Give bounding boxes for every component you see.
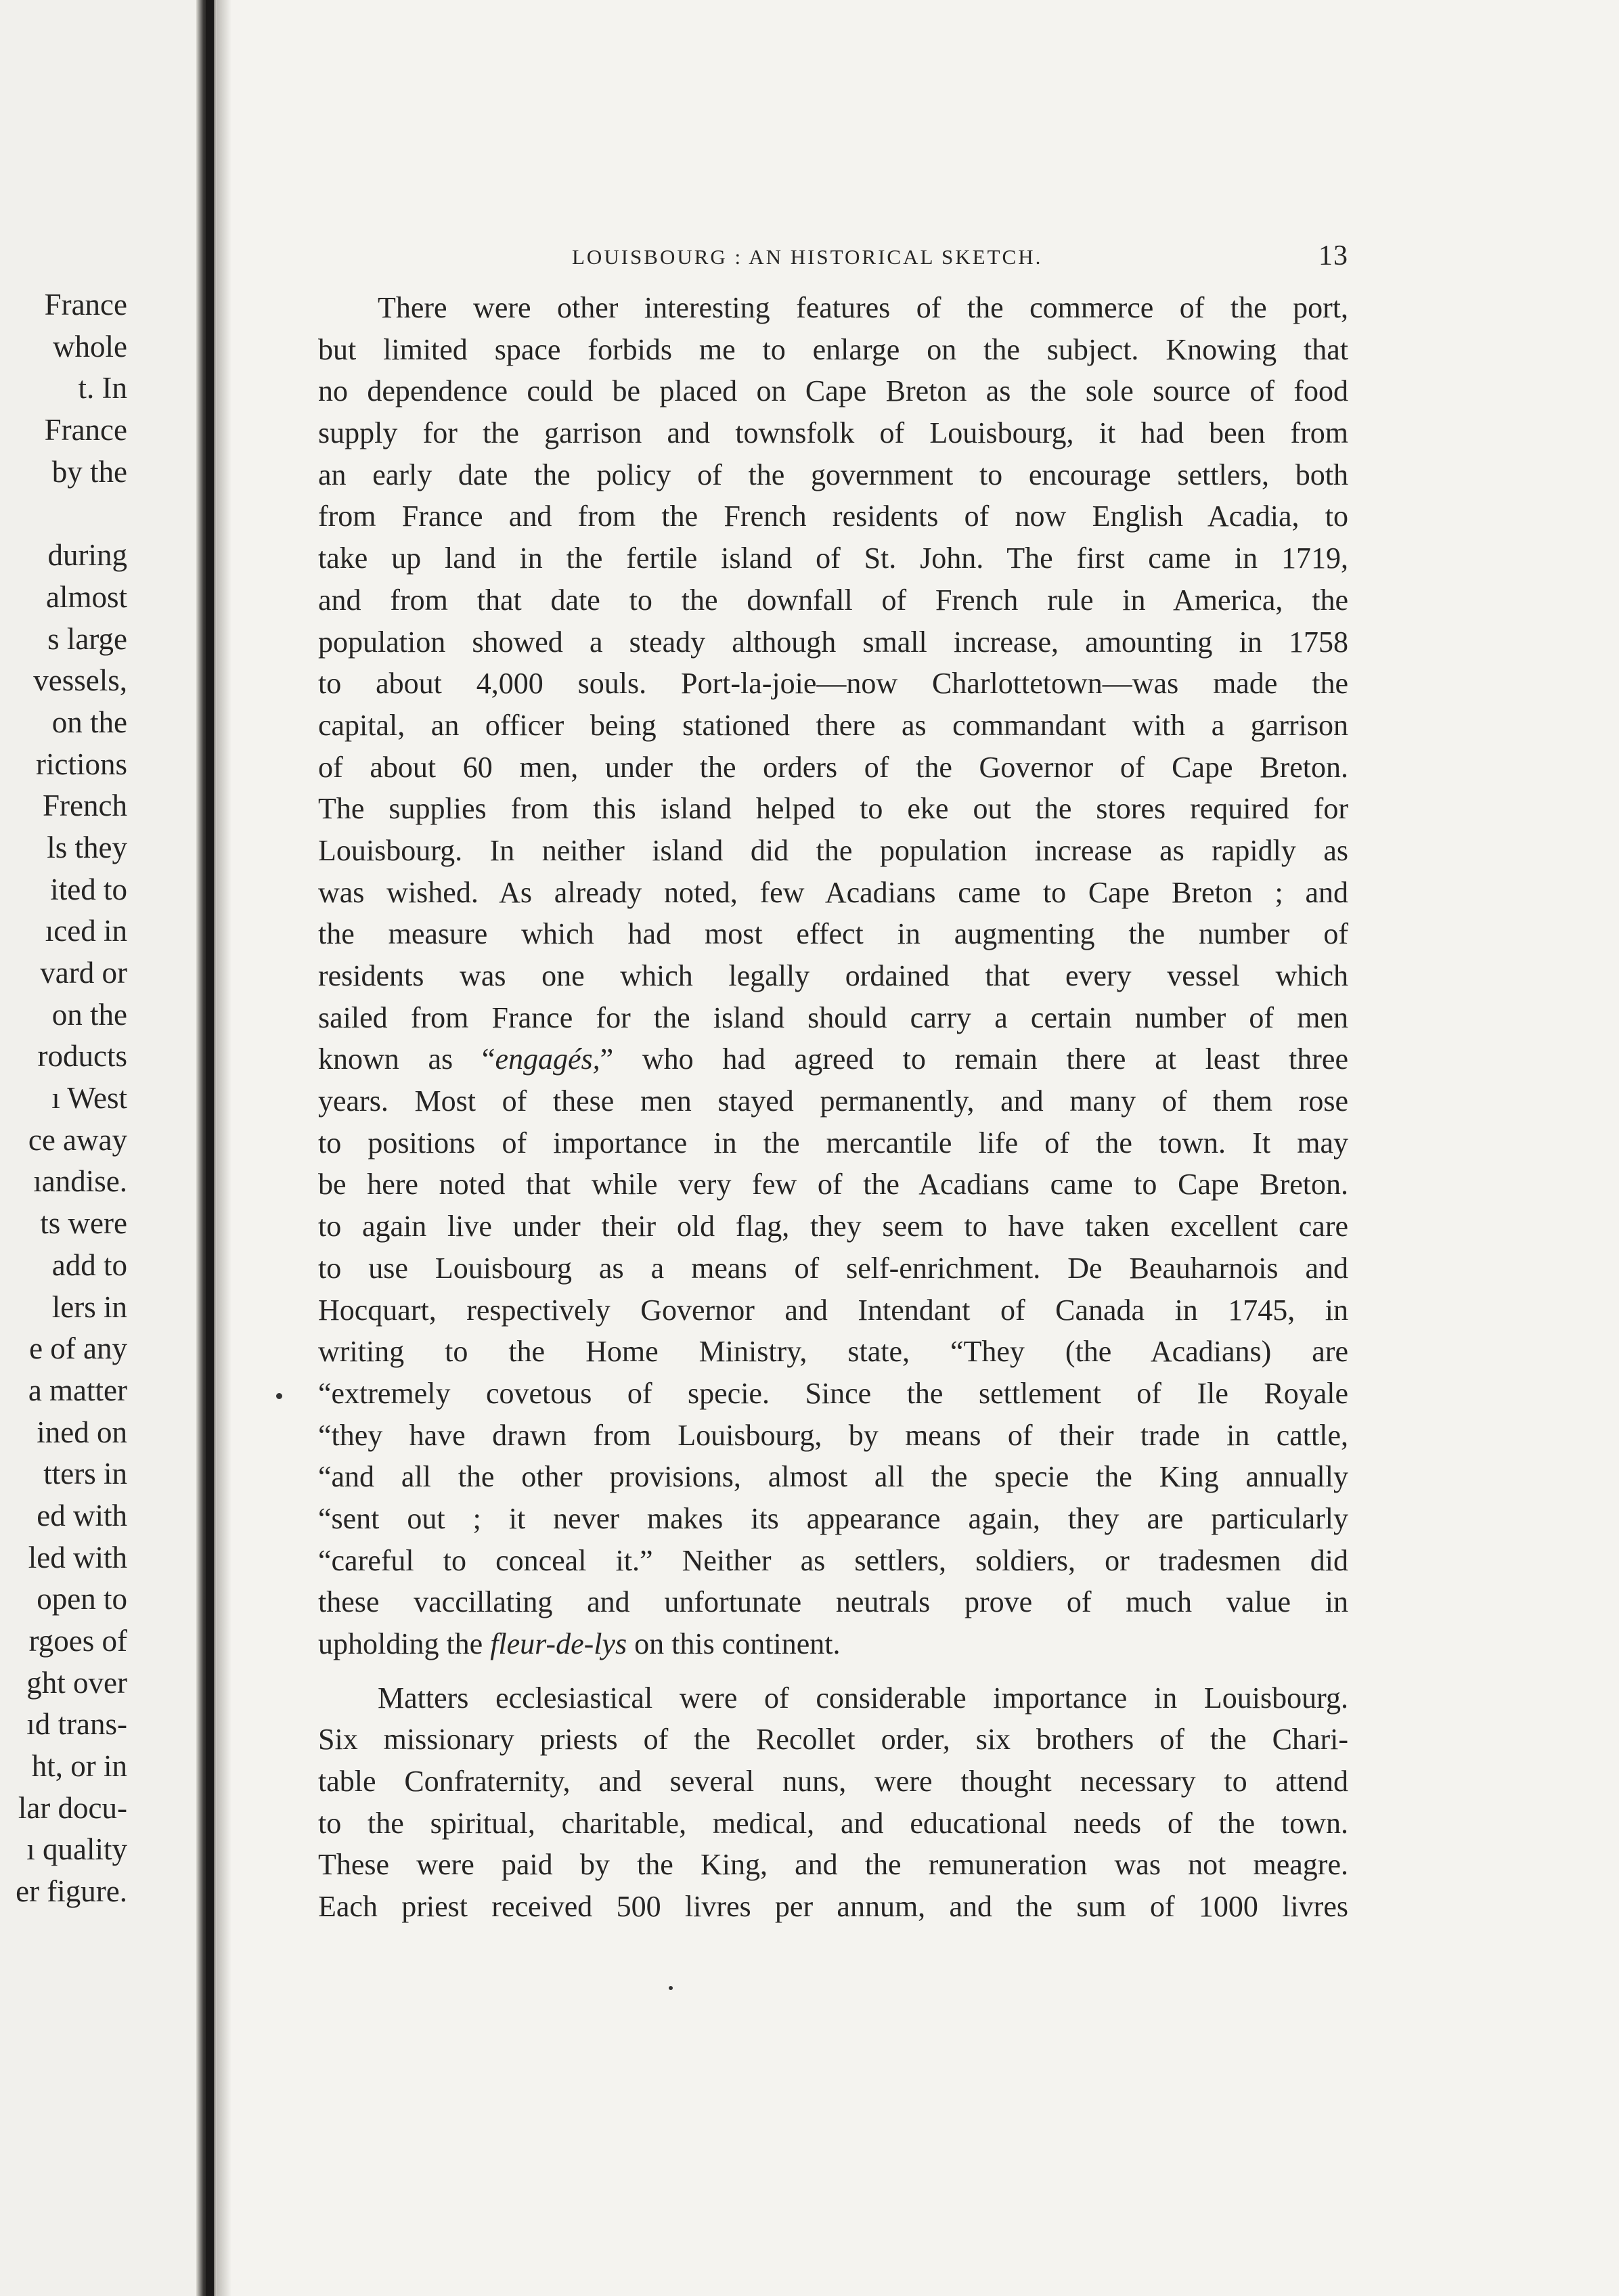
text-line: Each priest received 500 livres per annum, and the sum of 1000 livres — [318, 1890, 1348, 1924]
left-page-line: France — [44, 413, 127, 447]
text-line: no dependence could be placed on Cape Breton as the sole source of food — [318, 374, 1348, 408]
left-page-line: ıced in — [45, 914, 127, 948]
text-line: “extremely covetous of specie. Since the settlement of Ile Royale — [318, 1376, 1348, 1410]
text-line: There were other interesting features of the commerce of the port, — [378, 291, 1348, 324]
left-page-text-column — [0, 284, 127, 1913]
text-line: to about 4,000 souls. Port-la-joie—now Charlottetown—was made the — [318, 667, 1348, 701]
left-page-line: ls they — [47, 830, 127, 864]
left-page-line: French — [43, 789, 127, 823]
paragraph-ecclesiastical — [318, 1677, 1348, 1928]
text-line: from France and from the French residents of now English Acadia, to — [318, 500, 1348, 533]
text-segment: ” who had agreed to remain there at least three — [600, 1042, 1348, 1076]
left-page-line: ce away — [28, 1122, 127, 1157]
left-page-line: by the — [51, 454, 127, 489]
left-page-line: s large — [47, 621, 127, 656]
left-page-line: ı West — [51, 1081, 127, 1116]
text-line: Hocquart, respectively Governor and Intendant of Canada in 1745, in — [318, 1293, 1348, 1327]
text-line: Six missionary priests of the Recollet order, six brothers of the Chari- — [318, 1723, 1348, 1757]
text-line: writing to the Home Ministry, state, “They (the Acadians) are — [318, 1335, 1348, 1369]
left-facing-page — [0, 0, 203, 2296]
text-line: These were paid by the King, and the remuneration was not meagre. — [318, 1848, 1348, 1882]
text-line: sailed from France for the island should carry a certain number of men — [318, 1000, 1348, 1034]
text-line: years. Most of these men stayed permanently, and many of them rose — [318, 1084, 1348, 1118]
text-line: “careful to conceal it.” Neither as settlers, soldiers, or tradesmen did — [318, 1543, 1348, 1577]
left-page-line: ined on — [37, 1415, 127, 1449]
text-line: but limited space forbids me to enlarge on the subject. Knowing that — [318, 332, 1348, 366]
text-line: “they have drawn from Louisbourg, by means of their trade in cattle, — [318, 1418, 1348, 1452]
left-page-line: France — [44, 288, 127, 322]
text-line: “and all the other provisions, almost all the specie the King annually — [318, 1460, 1348, 1494]
left-page-line: led with — [28, 1540, 127, 1574]
left-page-line: rgoes of — [28, 1624, 127, 1658]
left-page-line: vessels, — [33, 663, 127, 698]
book-spine — [206, 0, 214, 2296]
text-line: capital, an officer being stationed there as commandant with a garrison — [318, 708, 1348, 742]
left-page-line: almost — [46, 579, 127, 614]
left-page-line: ı quality — [26, 1832, 127, 1867]
left-page-line: ited to — [50, 872, 127, 906]
left-page-line: ed with — [37, 1498, 127, 1532]
text-line: “sent out ; it never makes its appearance again, they are particularly — [318, 1501, 1348, 1535]
text-line: and from that date to the downfall of French rule in America, the — [318, 583, 1348, 617]
left-page-line: ht, or in — [31, 1749, 127, 1784]
left-page-line: ts were — [40, 1206, 127, 1241]
page-number: 13 — [1318, 240, 1348, 271]
left-page-line: t. In — [78, 371, 127, 405]
text-line: to again live under their old flag, they seem to have taken excellent care — [318, 1210, 1348, 1243]
text-line: to the spiritual, charitable, medical, and educational needs of the town. — [318, 1806, 1348, 1840]
text-line: to positions of importance in the mercantile life of the town. It may — [318, 1126, 1348, 1160]
left-page-line: ght over — [26, 1665, 127, 1700]
left-page-line: ıandise. — [33, 1164, 127, 1199]
page — [318, 236, 1348, 1928]
left-page-line: tters in — [43, 1457, 127, 1491]
text-line: table Confraternity, and several nuns, were thought necessary to attend — [318, 1765, 1348, 1798]
text-line: to use Louisbourg as a means of self-enrichment. De Beauharnois and — [318, 1251, 1348, 1285]
text-line-fleur-de-lys — [318, 1623, 1348, 1665]
left-page-line: rictions — [36, 747, 127, 781]
text-line: residents was one which legally ordained that every vessel which — [318, 959, 1348, 992]
text-line: take up land in the fertile island of St. John. The first came in 1719, — [318, 542, 1348, 575]
text-line: these vaccillating and unfortunate neutrals prove of much value in — [318, 1585, 1348, 1619]
left-page-line: e of any — [29, 1331, 127, 1366]
text-segment: upholding the — [318, 1627, 491, 1660]
print-speck — [276, 1393, 282, 1399]
left-page-line: open to — [37, 1582, 127, 1616]
running-title: LOUISBOURG : AN HISTORICAL SKETCH. — [572, 245, 1043, 269]
paragraph-commerce-settlement — [318, 287, 1348, 1665]
left-page-line: whole — [53, 329, 127, 363]
italic-term-engages: engagés, — [495, 1042, 600, 1076]
text-line: an early date the policy of the government to encourage settlers, both — [318, 458, 1348, 491]
left-page-line: a matter — [28, 1373, 127, 1407]
left-page-line: ıd trans- — [26, 1707, 127, 1742]
text-line: of about 60 men, under the orders of the Governor of Cape Breton. — [318, 750, 1348, 784]
text-line: supply for the garrison and townsfolk of Louisbourg, it had been from — [318, 416, 1348, 450]
text-segment: known as “ — [318, 1042, 495, 1076]
left-page-line: lar docu- — [18, 1790, 127, 1825]
left-page-line: add to — [51, 1248, 127, 1282]
text-segment: on this continent. — [627, 1627, 841, 1660]
left-page-line: vard or — [40, 956, 127, 990]
running-header — [318, 236, 1348, 283]
text-line: Louisbourg. In neither island did the population increase as rapidly as — [318, 833, 1348, 867]
text-line-engages — [318, 1038, 1348, 1080]
print-speck — [669, 1986, 673, 1990]
left-page-line: on the — [51, 705, 127, 739]
left-page-line: lers in — [51, 1289, 127, 1324]
left-page-line: during — [47, 538, 127, 573]
text-line: was wished. As already noted, few Acadians came to Cape Breton ; and — [318, 875, 1348, 909]
italic-term-fleur-de-lys: fleur-de-lys — [490, 1627, 627, 1660]
text-line: be here noted that while very few of the Acadians came to Cape Breton. — [318, 1168, 1348, 1201]
text-line: population showed a steady although small increase, amounting in 1758 — [318, 625, 1348, 659]
left-page-line: on the — [51, 997, 127, 1032]
left-page-line: roducts — [37, 1039, 127, 1074]
left-page-gap — [0, 493, 127, 535]
left-page-line: er figure. — [16, 1874, 127, 1909]
text-line: The supplies from this island helped to eke out the stores required for — [318, 792, 1348, 826]
text-line: Matters ecclesiastical were of considerable importance in Louisbourg. — [378, 1681, 1348, 1715]
text-line: the measure which had most effect in augmenting the number of — [318, 917, 1348, 951]
gutter-fade — [217, 0, 231, 2296]
